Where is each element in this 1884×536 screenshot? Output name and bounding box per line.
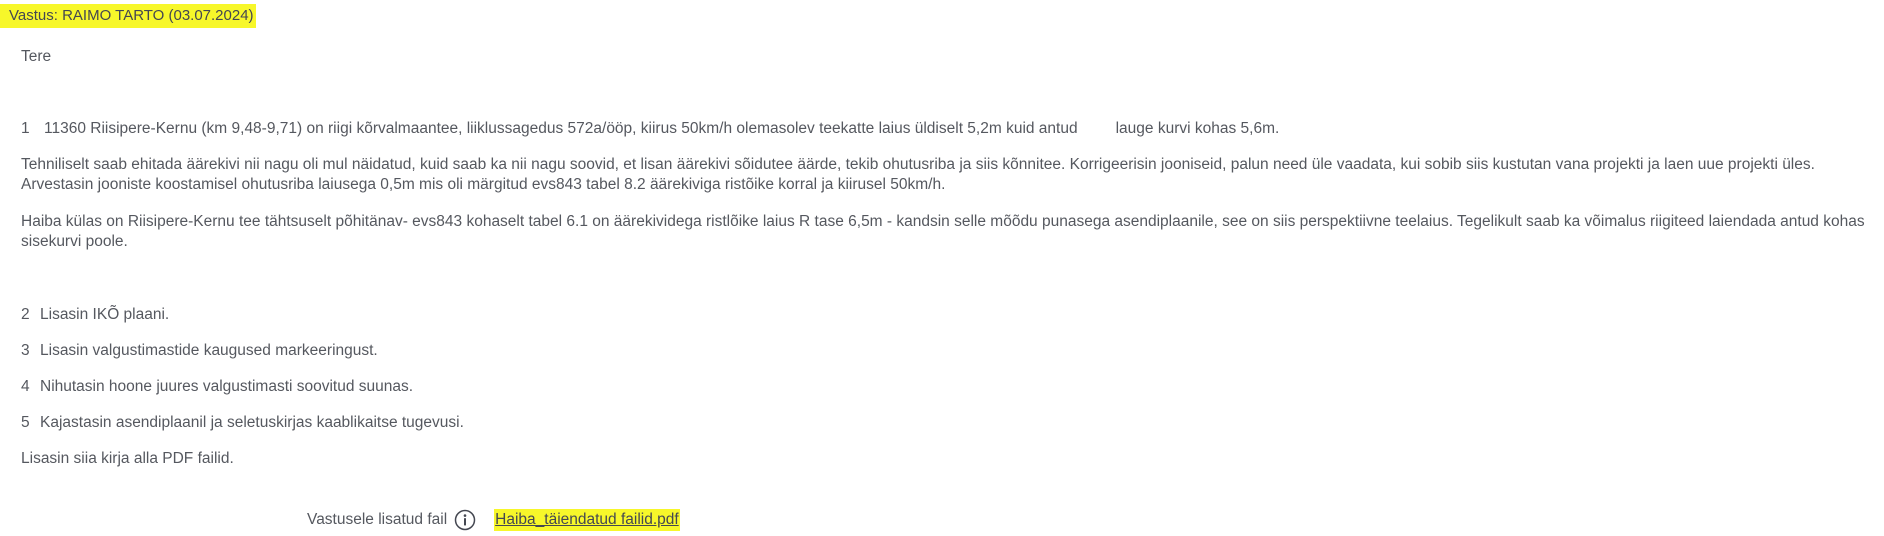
list-item-2: [21, 305, 169, 325]
attachment-row: [307, 508, 680, 532]
item-text-b: lauge kurvi kohas 5,6m.: [1115, 120, 1280, 137]
item-number: 1: [21, 120, 30, 137]
item-text: Lisasin valgustimastide kaugused markeeringust.: [40, 342, 378, 359]
item-text-a: 11360 Riisipere-Kernu (km 9,48-9,71) on riigi kõrvalmaantee, liiklussagedus 572a/ööp, kiirus 50km/h olemasolev teekatte laius üldiselt 5,2m kuid antud: [44, 120, 1078, 137]
attachment-label: Vastusele lisatud fail: [307, 511, 448, 528]
greeting: Tere: [21, 48, 52, 65]
paragraph-technical: Tehniliselt saab ehitada äärekivi nii nagu oli mul näidatud, kuid saab ka nii nagu soovid, et lisan äärekivi sõidutee äärde, tekib ohutusriba ja siis kõnnitee. Korrigeerisin jooniseid, palun need üle vaadata, kui sobib siis kustutan vana projekti ja laen uue projekti üles. Arvestasin jooniste koostamisel ohutusriba laiusega 0,5m mis oli märgitud evs843 tabel 8.2 äärekiviga ristõike korral ja kiirusel 50km/h.: [21, 156, 1815, 193]
paragraph-haiba: Haiba külas on Riisipere-Kernu tee tähtsuselt põhitänav- evs843 kohaselt tabel 6.1 on äärekividega ristlõike laius R tase 6,5m - kandsin selle mõõdu punasega asendiplaanile, see on siis perspektiivne teelaius. Tegelikult saab ka võimalus riigiteed laiendada antud kohas sisekurvi poole.: [21, 213, 1865, 250]
item-text: Nihutasin hoone juures valgustimasti soovitud suunas.: [40, 378, 414, 395]
item-text: Lisasin IKÕ plaani.: [40, 306, 170, 323]
item-number: 4: [21, 378, 30, 395]
list-item-5: [21, 413, 464, 433]
list-item-1: [21, 119, 1279, 139]
list-item-3: [21, 341, 378, 361]
closing-line: Lisasin siia kirja alla PDF failid.: [21, 450, 234, 467]
list-item-4: [21, 377, 413, 397]
item-number: 2: [21, 306, 30, 323]
item-text: Kajastasin asendiplaanil ja seletuskirjas kaablikaitse tugevusi.: [40, 414, 464, 431]
response-header: Vastus: RAIMO TARTO (03.07.2024): [0, 4, 256, 28]
attachment-file-link[interactable]: Haiba_täiendatud failid.pdf: [494, 509, 680, 531]
item-number: 3: [21, 342, 30, 359]
item-number: 5: [21, 414, 30, 431]
info-icon[interactable]: [454, 509, 476, 531]
